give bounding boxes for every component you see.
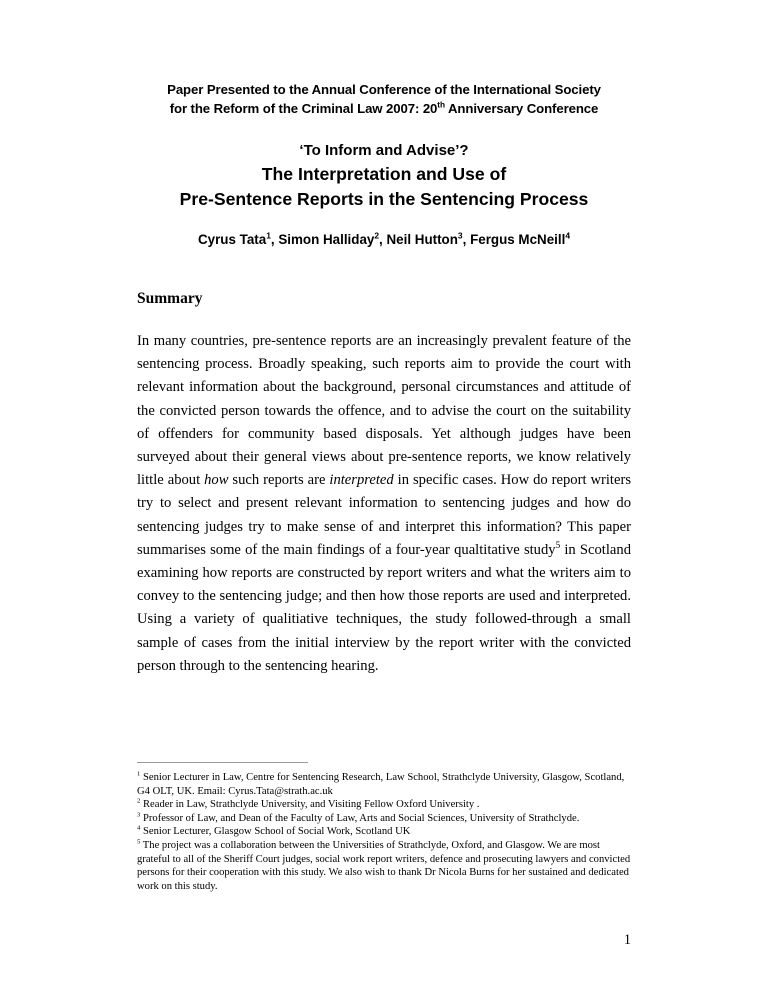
- author-separator: ,: [462, 232, 471, 247]
- footnote-item: [137, 798, 631, 812]
- author-separator: ,: [270, 232, 279, 247]
- footnote-text: Senior Lecturer in Law, Centre for Sentencing Research, Law School, Strathclyde University, Glasgow, Scotland, G4 OLT, UK. Email: Cyrus.Tata@strath.ac.uk: [137, 772, 625, 797]
- author: [470, 232, 570, 247]
- conference-header-line-2-text: for the Reform of the Criminal Law 2007: 20: [169, 101, 438, 116]
- conference-header-line-1: Paper Presented to the Annual Conference of the International Society: [167, 82, 601, 97]
- footnote-marker: 5: [137, 838, 141, 846]
- conference-header-line-2: [137, 99, 631, 118]
- footnote-text: The project was a collaboration between the Universities of Strathclyde, Oxford, and Glasgow. We are most grateful to all of the Sheriff Court judges, social work report writers, defence and prosecuting lawyers and convicted persons for their cooperation with this study. We also wish to thank Dr Nicola Burns for her sustained and dedicated work on this study.: [137, 839, 631, 892]
- footnote-marker: 4: [137, 824, 141, 832]
- title-line-3: Pre-Sentence Reports in the Sentencing Process: [179, 189, 589, 209]
- footnote-item: [137, 812, 631, 826]
- author-footnote-marker: 2: [374, 230, 380, 241]
- author-name: Fergus McNeill: [470, 232, 566, 247]
- emphasis-how: how: [204, 472, 229, 489]
- paragraph-segment: In many countries, pre-sentence reports are an increasingly prevalent feature of the sentencing process. Broadly speaking, such reports aim to provide the court with relevant information about the background, personal circumstances and attitude of the convicted person towards the offence, and to advise the court on the suitability of offenders for community based disposals. Yet although judges have been surveyed about their general views about pre-sentence reports, we know relatively little about: [137, 333, 631, 489]
- author-separator: ,: [379, 232, 387, 247]
- summary-heading: Summary: [137, 290, 203, 307]
- paragraph-segment: such reports are: [228, 472, 330, 489]
- ordinal-suffix: th: [437, 99, 445, 110]
- conference-header-line-2-tail: Anniversary Conference: [444, 101, 599, 116]
- author-footnote-marker: 3: [457, 230, 463, 241]
- title-line-2: The Interpretation and Use of: [261, 164, 507, 184]
- footnote-list: [137, 771, 631, 893]
- footnote-marker: 3: [137, 811, 141, 819]
- author-footnote-marker: 1: [266, 230, 271, 241]
- footnote-item: [137, 825, 631, 839]
- author: [198, 232, 278, 247]
- author-footnote-marker: 4: [565, 230, 571, 241]
- footnote-marker: 2: [137, 797, 141, 805]
- footnote-item: [137, 771, 631, 798]
- conference-header: [137, 80, 631, 118]
- paragraph-segment: in specific cases. How do report writers try to select and present relevant information to sentencing judges and how do sentencing judges try to make sense of and interpret this information? This paper summarises some of the main findings of a four-year qualtitative study: [137, 472, 631, 558]
- footnote-item: [137, 839, 631, 893]
- author-name: Cyrus Tata: [197, 232, 267, 247]
- author: [387, 232, 471, 247]
- author: [278, 232, 386, 247]
- title-line-1: ‘To Inform and Advise’?: [299, 142, 469, 159]
- author-name: Simon Halliday: [278, 232, 375, 247]
- page-title: [137, 140, 631, 212]
- emphasis-interpreted: interpreted: [329, 472, 394, 489]
- author-name: Neil Hutton: [386, 232, 458, 247]
- footnote-marker: 1: [137, 770, 141, 778]
- summary-paragraph: [137, 330, 631, 678]
- page-number: 1: [623, 932, 631, 948]
- footnote-separator: [137, 762, 308, 763]
- paragraph-segment: in Scotland examining how reports are constructed by report writers and what the writers aim to convey to the sentencing judge; and then how those reports are used and interpreted. Using a variety of qualitiative techniques, the study followed-through a small sample of cases from the initial interview by the report writer with the convicted person through to the sentencing hearing.: [137, 541, 631, 674]
- footnote-text: Reader in Law, Strathclyde University, and Visiting Fellow Oxford University .: [142, 799, 480, 811]
- author-list: [137, 230, 631, 249]
- footnote-text: Senior Lecturer, Glasgow School of Social Work, Scotland UK: [142, 826, 411, 838]
- footnote-text: Professor of Law, and Dean of the Faculty of Law, Arts and Social Sciences, University of Strathclyde.: [142, 812, 580, 824]
- body-footnote-marker: 5: [555, 539, 561, 550]
